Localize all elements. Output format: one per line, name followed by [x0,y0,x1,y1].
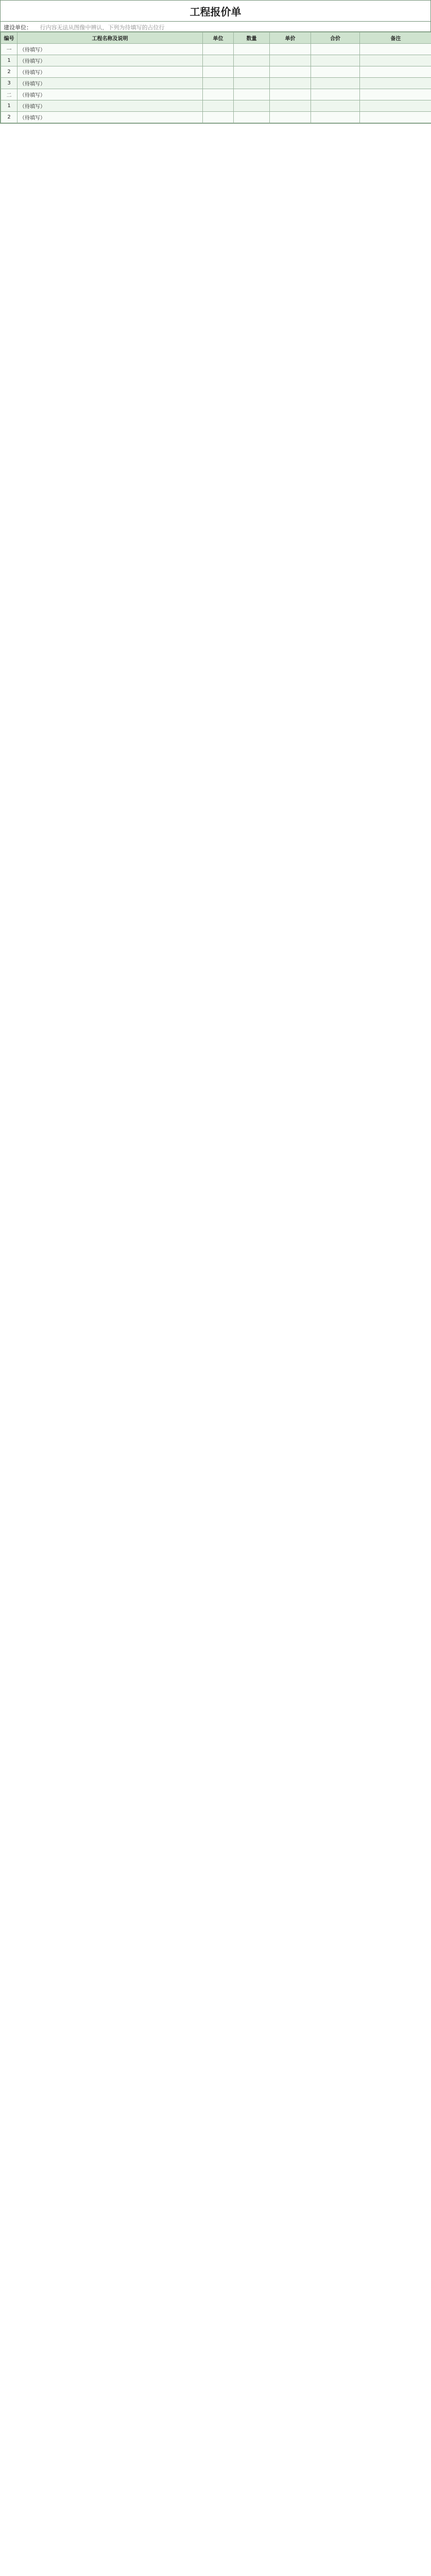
cell-remark [360,55,431,66]
col-header-qty: 数量 [234,32,270,44]
cell-total [311,100,360,112]
table-row [1,44,431,55]
table-row [1,55,431,66]
cell-unit [203,100,234,112]
cell-remark [360,44,431,55]
page-title: 工程报价单 [1,1,430,22]
cell-price [270,89,311,100]
cell-no: 2 [1,66,18,78]
cell-name: （待填写） [18,89,203,100]
cell-unit [203,112,234,123]
cell-qty [234,100,270,112]
cell-name: （待填写） [18,66,203,78]
table-row [1,78,431,89]
cell-price [270,112,311,123]
col-header-remark: 备注 [360,32,431,44]
client-line: 建设单位： 行内容无法从图像中辨认，下列为待填写的占位行 [1,22,430,32]
cell-no: 3 [1,78,18,89]
cell-price [270,66,311,78]
cell-price [270,100,311,112]
cell-unit [203,44,234,55]
table-body [1,44,431,123]
table-row [1,66,431,78]
col-header-total: 合价 [311,32,360,44]
cell-unit [203,55,234,66]
cell-unit [203,66,234,78]
cell-no: 1 [1,100,18,112]
cell-price [270,55,311,66]
cell-unit [203,89,234,100]
col-header-price: 单价 [270,32,311,44]
table-row [1,112,431,123]
cell-name: （待填写） [18,55,203,66]
cell-remark [360,78,431,89]
cell-qty [234,112,270,123]
cell-name: （待填写） [18,78,203,89]
cell-total [311,44,360,55]
cell-unit [203,78,234,89]
header-row [1,32,431,44]
cell-remark [360,100,431,112]
client-label: 建设单位 [4,24,26,31]
cell-qty [234,44,270,55]
cell-qty [234,78,270,89]
table-row [1,89,431,100]
cell-qty [234,55,270,66]
cell-no: 1 [1,55,18,66]
cell-total [311,112,360,123]
col-header-name: 工程名称及说明 [18,32,203,44]
cell-price [270,78,311,89]
cell-qty [234,66,270,78]
cell-price [270,44,311,55]
cell-name: （待填写） [18,44,203,55]
cell-total [311,55,360,66]
cell-remark [360,112,431,123]
cell-total [311,89,360,100]
cell-remark [360,66,431,78]
quotation-table [1,32,431,123]
cell-no: 二 [1,89,18,100]
table-row [1,100,431,112]
cell-remark [360,89,431,100]
cell-total [311,66,360,78]
cell-no: 一 [1,44,18,55]
col-header-unit: 单位 [203,32,234,44]
col-header-no: 编号 [1,32,18,44]
cell-total [311,78,360,89]
placeholder-note: 行内容无法从图像中辨认，下列为待填写的占位行 [40,24,165,31]
cell-qty [234,89,270,100]
cell-name: （待填写） [18,100,203,112]
quotation-sheet [0,0,431,124]
cell-name: （待填写） [18,112,203,123]
cell-no: 2 [1,112,18,123]
